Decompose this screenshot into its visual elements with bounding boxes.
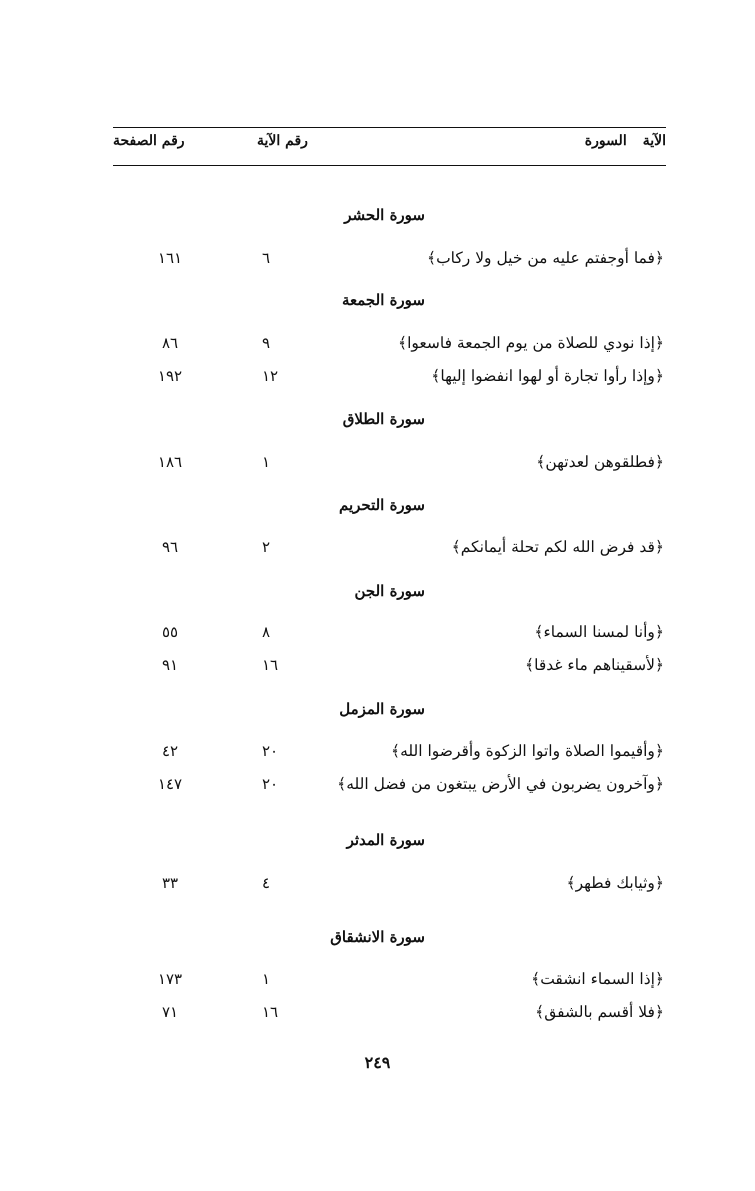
table-row [0,538,755,564]
table-row [0,623,755,649]
verse-number: ٢٠ [262,775,279,793]
verse-number: ٦ [262,249,271,267]
verse-number: ١ [262,453,271,471]
verse-text: ﴿لأسقيناهم ماء غدقا﴾ [525,656,664,674]
table-row [0,453,755,479]
table-row [0,249,755,275]
table-row [0,874,755,900]
verse-number: ١٦ [262,656,279,674]
verse-number: ١٢ [262,367,279,385]
page-number: ٧١ [161,1003,179,1021]
surah-heading: سورة الانشقاق [330,928,425,946]
verse-text: ﴿فلا أقسم بالشفق﴾ [535,1003,664,1021]
verse-text: ﴿إذا نودي للصلاة من يوم الجمعة فاسعوا﴾ [398,334,664,352]
surah-heading: سورة الحشر [344,206,425,224]
page-number: ٥٥ [161,623,179,641]
page-number: ١٩٢ [157,367,183,385]
header-verse-label: الآية [642,133,666,149]
surah-heading: سورة المدثر [346,831,425,849]
page-number: ١٨٦ [157,453,183,471]
verse-text: ﴿إذا السماء انشقت﴾ [531,970,664,988]
table-row [0,970,755,996]
header-page-number-label: رقم الصفحة [113,133,185,149]
header-verse-number-label: رقم الآية [257,133,308,149]
verse-number: ٢٠ [262,742,279,760]
surah-heading: سورة الطلاق [342,410,425,428]
page-number: ٩١ [161,656,179,674]
page-folio-number: ٢٤٩ [364,1053,391,1072]
header-bottom-rule [113,165,666,166]
verse-text: ﴿وأنا لمسنا السماء﴾ [534,623,664,641]
page-number: ٨٦ [161,334,179,352]
verse-number: ٤ [262,874,271,892]
verse-text: ﴿وإذا رأوا تجارة أو لهوا انفضوا إليها﴾ [431,367,664,385]
table-row [0,334,755,360]
verse-number: ٩ [262,334,271,352]
page-number: ١٧٣ [157,970,183,988]
verse-number: ١ [262,970,271,988]
table-row [0,367,755,393]
verse-text: ﴿وأقيموا الصلاة واتوا الزكوة وأقرضوا الله﴾ [391,742,664,760]
header-surah-label: السورة [584,133,627,149]
verse-number: ٨ [262,623,271,641]
verse-text: ﴿وثيابك فطهر﴾ [566,874,664,892]
header-top-rule [113,127,666,128]
page-number: ٩٦ [161,538,179,556]
table-row [0,775,755,801]
verse-number: ١٦ [262,1003,279,1021]
page-number: ٤٢ [161,742,179,760]
page-number: ٣٣ [161,874,179,892]
table-row [0,742,755,768]
verse-text: ﴿فما أوجفتم عليه من خيل ولا ركاب﴾ [427,249,664,267]
surah-heading: سورة المزمل [339,700,425,718]
verse-text: ﴿وآخرون يضربون في الأرض يبتغون من فضل الله﴾ [337,775,664,793]
verse-text: ﴿فطلقوهن لعدتهن﴾ [536,453,664,471]
surah-heading: سورة التحريم [338,496,425,514]
page-number: ١٤٧ [157,775,183,793]
surah-heading: سورة الجمعة [341,291,425,309]
table-row [0,1003,755,1029]
page-number: ١٦١ [157,249,183,267]
verse-text: ﴿قد فرض الله لكم تحلة أيمانكم﴾ [451,538,664,556]
verse-number: ٢ [262,538,271,556]
header-verse-surah [569,133,666,149]
surah-heading: سورة الجن [354,582,425,600]
table-row [0,656,755,682]
